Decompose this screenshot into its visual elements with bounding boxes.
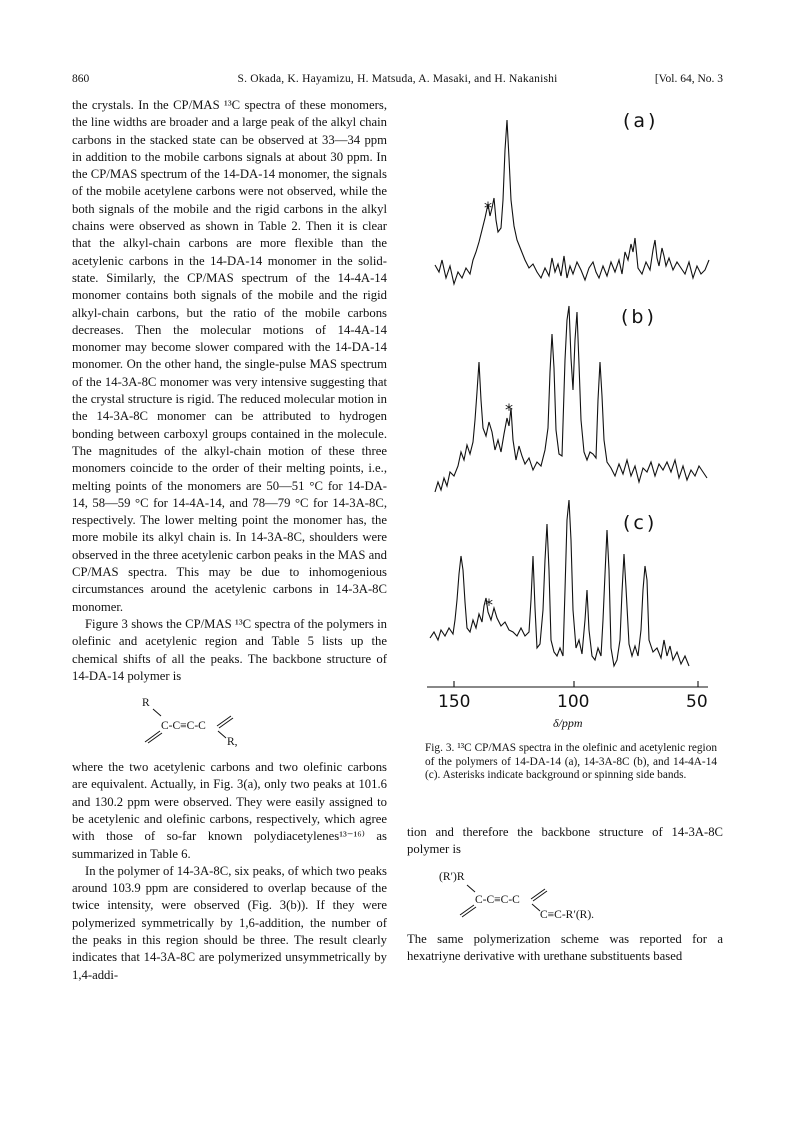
chemical-structure-14-3a-8c — [407, 859, 723, 931]
panel-label-c: (c) — [623, 512, 658, 534]
paragraph: In the polymer of 14-3A-8C, six peaks, of which two peaks around 103.9 ppm are considered to overlap because of the twice intensity, were observed (Fig. 3(b)). If they were polymerized symmetrically by 1,6-addition, the number of the peaks in this region should be three. The result clearly indicates that 14-3A-8C are polymerized unsymmetrically by 1,4-addi- — [72, 863, 387, 982]
left-column — [72, 97, 387, 984]
panel-label-a: (a) — [623, 110, 659, 132]
right-column — [407, 824, 723, 965]
figure-3 — [407, 100, 727, 720]
spectrum-line-a — [435, 120, 709, 284]
chemical-structure-14da14 — [72, 685, 387, 759]
substituent-r: R, — [227, 736, 238, 749]
page-number: 860 — [72, 73, 90, 85]
paragraph: the crystals. In the CP/MAS ¹³C spectra of these monomers, the line widths are broader and a large peak of the alkyl chain carbons in the stacked state can be observed at 33—34 ppm in addition to the mobile carbons signals at about 30 ppm. In the CP/MAS spectrum of the 14-DA-14 monomer, the signals of the mobile acetylene carbons were not observed, while the both signals of the mobile and the rigid carbons in the alkyl chains were observed as shown in Table 2. Then it is clear that the alkyl-chain carbons are more flexible than the acetylenic carbons in the 14-DA-14 monomer in the solid-state. Similarly, the CP/MAS spectrum of the 14-4A-14 monomer contains both signals of the mobile and the rigid alkyl-chain carbons, but the ratio of the mobile carbons decreases. Then the molecular motions of 14-4A-14 monomer may become slower compared with the 14-DA-14 monomer. On the other hand, the single-pulse MAS spectrum of the 14-3A-8C monomer was very intensive suggesting that the crystal structure is rigid. The reduced molecular motion in the 14-3A-8C monomer can be attributed to hydrogen bonding between carboxyl groups contained in the molecule. The magnitudes of the alkyl-chain motion of these three monomers coincide to the order of their melting points, i.e., melting points of the monomers are 50—51 °C for 14-DA-14, 58—59 °C for 14-4A-14, and 78—79 °C for 14-3A-8C, respectively. The lower melting point the monomer has, the more mobile its alkyl chain is. In 14-3A-8C, shoulders were observed in the three acetylenic carbon peaks in the MAS and CP/MAS spectra. This may be due to inhomogenious circumstances around the acetylenic carbons in 14-3A-8C monomer. — [72, 98, 387, 614]
spectrum-line-b — [435, 306, 707, 492]
paragraph: The same polymerization scheme was reported for a hexatriyne derivative with urethane substituents based — [407, 931, 723, 963]
axis-title: δ/ppm — [553, 716, 583, 730]
tick-label-150: 150 — [438, 692, 471, 712]
tick-label-50: 50 — [686, 692, 708, 712]
substituent-r: C≡C-R′(R). — [540, 908, 595, 921]
paragraph: Figure 3 shows the CP/MAS ¹³C spectra of the polymers in olefinic and acetylenic region and Table 5 lists up the chemical shifts of all the peaks. The backbone structure of 14-DA-14 polymer is — [72, 616, 387, 683]
asterisk-a: * — [484, 198, 492, 217]
backbone-chain: C-C≡C-C — [161, 720, 206, 733]
figure-caption: Fig. 3. ¹³C CP/MAS spectra in the olefinic and acetylenic region of the polymers of 14-DA-14 (a), 14-3A-8C (b), and 14-4A-14 (c). Asterisks indicate background or spinning side bands. — [425, 742, 717, 782]
substituent-r: (R′)R — [439, 870, 465, 883]
journal-volume: [Vol. 64, No. 3 — [654, 73, 723, 85]
asterisk-c: * — [485, 595, 493, 614]
running-authors: S. Okada, K. Hayamizu, H. Matsuda, A. Masaki, and H. Nakanishi — [237, 73, 558, 85]
substituent-r: R — [142, 697, 150, 710]
paragraph: tion and therefore the backbone structure of 14-3A-8C polymer is — [407, 825, 723, 857]
asterisk-b: * — [505, 400, 513, 419]
nmr-spectra — [407, 100, 727, 720]
paragraph: where the two acetylenic carbons and two olefinic carbons are equivalent. Actually, in Fig. 3(a), only two peaks at 101.6 and 130.2 ppm were observed. They were easily assigned to be acetylenic and olefinic carbons, respectively, which agree with those of so-far known polydiacetylenes¹³⁻¹⁶⁾ as summarized in Table 6. — [72, 760, 387, 861]
panel-label-b: (b) — [621, 306, 657, 328]
backbone-chain: C-C≡C-C — [475, 893, 520, 906]
tick-label-100: 100 — [557, 692, 590, 712]
